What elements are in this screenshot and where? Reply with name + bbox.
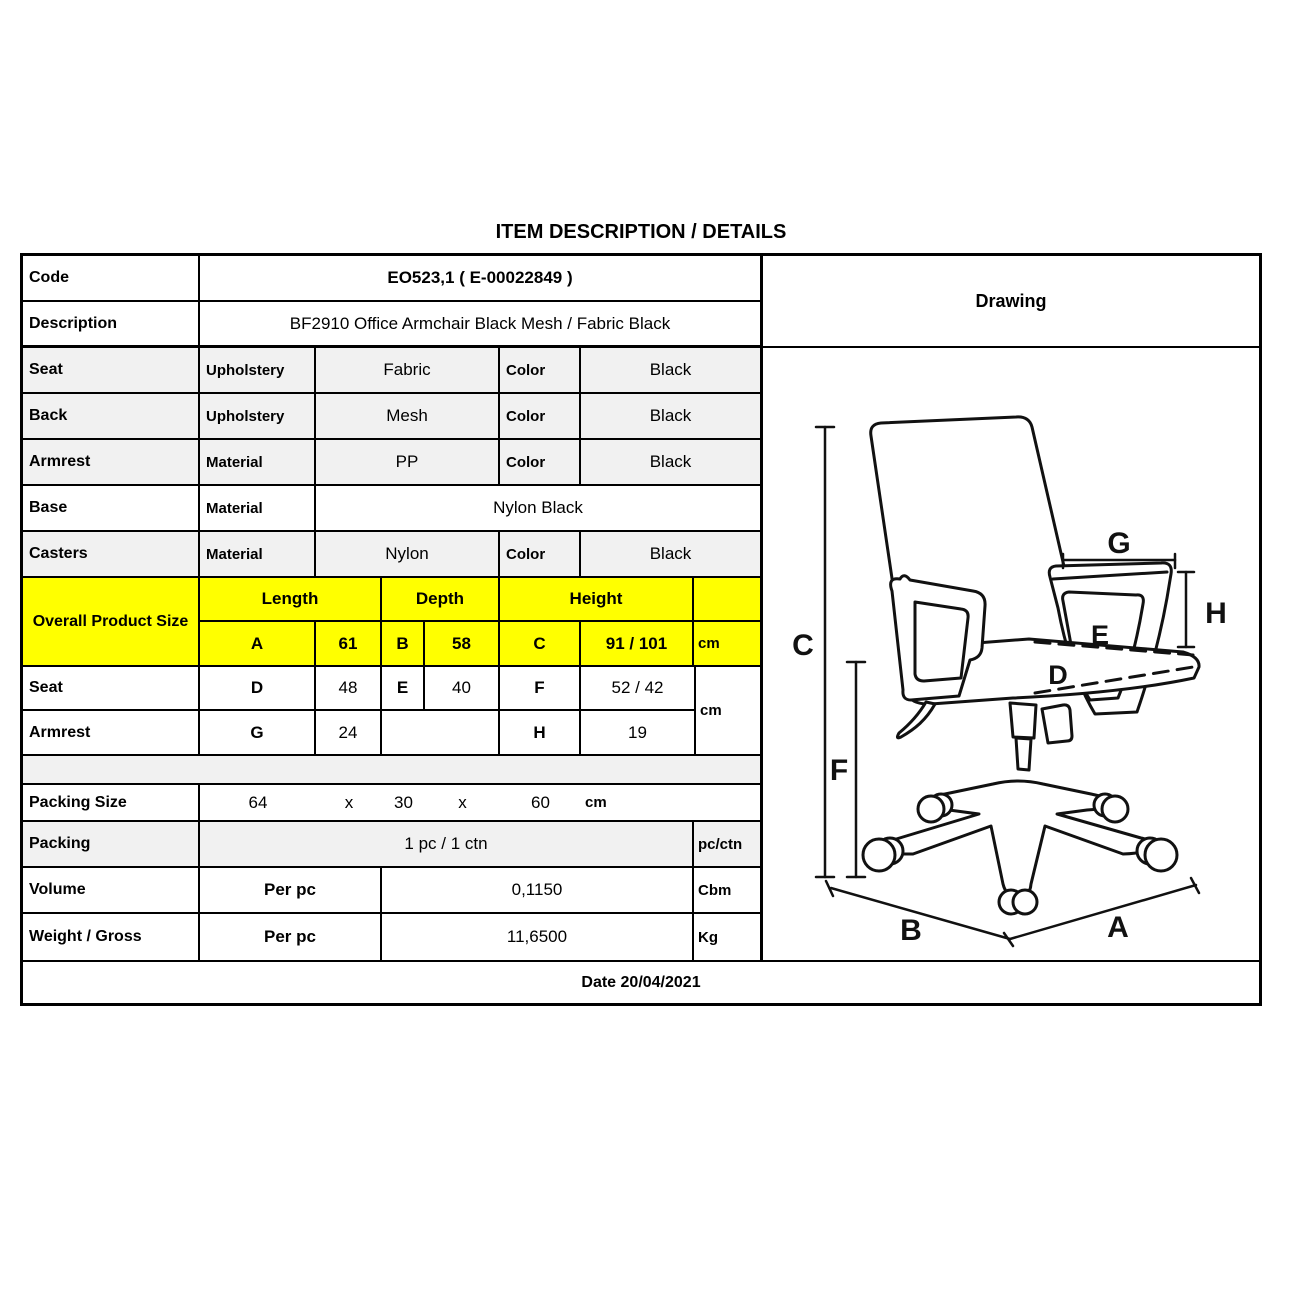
dim-c-label: C (500, 622, 581, 665)
material-row-back (23, 394, 760, 440)
packing-value: 1 pc / 1 ctn (200, 822, 694, 866)
color-value: Black (581, 394, 760, 438)
material-row-base (23, 486, 760, 532)
dim-a-label: A (200, 622, 316, 665)
packing-size-row (23, 785, 760, 822)
description-row (23, 302, 760, 348)
overall-size-label: Overall Product Size (23, 578, 200, 665)
part-label: Armrest (23, 440, 200, 484)
packing-row (23, 822, 760, 868)
description-label: Description (23, 302, 200, 345)
date-value: Date 20/04/2021 (581, 973, 701, 991)
attr-value: Nylon (316, 532, 500, 576)
code-value: EO523,1 ( E-00022849 ) (387, 268, 573, 287)
dim-letter-f: F (829, 754, 849, 787)
packing-size-label: Packing Size (23, 785, 200, 820)
dim-line-a (1010, 878, 1199, 939)
dim-e-label: E (382, 667, 425, 709)
dim-f-label: F (500, 667, 581, 709)
dim-line-h (1178, 572, 1194, 647)
dim-a-value: 61 (316, 622, 382, 665)
color-value: Black (581, 532, 760, 576)
spec-columns (23, 256, 760, 960)
size-overall-row (200, 622, 760, 665)
attr-value: Fabric (316, 348, 500, 392)
dim-e-value: 40 (425, 667, 500, 709)
dim-letter-g: G (1107, 527, 1131, 560)
dim-h-value: 19 (628, 722, 647, 742)
drawing-panel (760, 256, 1259, 960)
packing-size-v2: 30 (394, 792, 413, 812)
packing-size-spacer (694, 785, 760, 820)
chair-adjuster-box (1042, 705, 1072, 743)
description-value: BF2910 Office Armchair Black Mesh / Fabric Black (289, 313, 671, 333)
volume-row (23, 868, 760, 914)
dim-line-f (847, 662, 865, 877)
weight-row (23, 914, 760, 960)
packing-size-x2: x (458, 792, 467, 812)
color-label: Color (500, 440, 581, 484)
volume-unit: Cbm (698, 881, 732, 899)
dim-letter-b: B (900, 914, 922, 947)
attr-value: Mesh (316, 394, 500, 438)
chair-technical-drawing (763, 348, 1259, 960)
dim-h-label: H (500, 711, 581, 754)
overall-unit: cm (694, 622, 760, 665)
part-label: Back (23, 394, 200, 438)
chair-drawing-area (763, 348, 1259, 960)
attr-value: PP (316, 440, 500, 484)
dim-letter-e: E (1090, 620, 1110, 650)
volume-per: Per pc (200, 868, 382, 912)
color-label: Color (500, 348, 581, 392)
material-row-casters (23, 532, 760, 578)
material-row-seat (23, 348, 760, 394)
dim-letter-a: A (1107, 911, 1129, 944)
seat-armrest-grid (23, 667, 694, 754)
seat-armrest-unit: cm (694, 667, 760, 754)
part-label: Casters (23, 532, 200, 576)
length-header: Length (200, 578, 382, 620)
seat-armrest-dims-section (23, 667, 760, 756)
height-header: Height (500, 578, 694, 620)
size-header-spacer (694, 578, 760, 620)
page-title: ITEM DESCRIPTION / DETAILS (495, 221, 787, 243)
dims-blank-cell (382, 711, 500, 754)
part-label: Base (23, 486, 200, 530)
item-spec-table (20, 253, 1262, 1006)
size-header-row (200, 578, 760, 622)
packing-unit: pc/ctn (694, 822, 760, 866)
color-value: Black (581, 440, 760, 484)
weight-per: Per pc (200, 914, 382, 960)
date-row (23, 960, 1259, 1003)
spacer-row (23, 756, 760, 785)
attr-label: Material (200, 532, 316, 576)
packing-size-x1: x (344, 792, 354, 812)
dim-d-label: D (200, 667, 316, 709)
seat-dims-label: Seat (23, 667, 200, 709)
armrest-dims-row (23, 711, 694, 754)
weight-unit: Kg (698, 928, 718, 946)
material-row-armrest (23, 440, 760, 486)
dim-b-value: 58 (425, 622, 500, 665)
volume-label: Volume (23, 868, 200, 912)
drawing-panel-title: Drawing (763, 256, 1259, 348)
volume-value: 0,1150 (382, 868, 694, 912)
attr-label: Material (200, 486, 316, 530)
dim-g-label: G (200, 711, 316, 754)
dim-letter-h: H (1205, 597, 1227, 630)
weight-label: Weight / Gross (23, 914, 200, 960)
attr-label: Upholstery (200, 394, 316, 438)
packing-size-unit: cm (585, 794, 607, 811)
color-label: Color (500, 394, 581, 438)
spacer-cell (23, 756, 760, 783)
packing-size-v3: 60 (531, 792, 550, 812)
chair-gas-lift-lower (1016, 738, 1031, 770)
dim-c-value: 91 / 101 (581, 622, 694, 665)
armrest-dims-label: Armrest (23, 711, 200, 754)
attr-label: Material (200, 440, 316, 484)
color-label: Color (500, 532, 581, 576)
packing-label: Packing (23, 822, 200, 866)
chair-gas-lift-upper (1010, 703, 1036, 738)
code-row (23, 256, 760, 302)
chair-tilt-lever (897, 702, 935, 738)
attr-label: Upholstery (200, 348, 316, 392)
color-value: Black (581, 348, 760, 392)
packing-size-v1: 64 (248, 792, 268, 812)
overall-size-grid (200, 578, 760, 665)
depth-header: Depth (382, 578, 500, 620)
seat-dims-row (23, 667, 694, 711)
dim-d-value: 48 (316, 667, 382, 709)
code-label: Code (23, 256, 200, 300)
attr-value: Nylon Black (493, 498, 583, 517)
dim-g-value: 24 (316, 711, 382, 754)
overall-size-section (23, 578, 760, 667)
part-label: Seat (23, 348, 200, 392)
dim-letter-d: D (1048, 660, 1068, 690)
weight-value: 11,6500 (382, 914, 694, 960)
dim-b-label: B (382, 622, 425, 665)
table-top-section (23, 256, 1259, 960)
dim-line-c (816, 427, 834, 877)
dim-f-value: 52 / 42 (611, 678, 664, 697)
dim-letter-c: C (792, 629, 814, 662)
chair-armrest-left-cutout (915, 602, 968, 681)
